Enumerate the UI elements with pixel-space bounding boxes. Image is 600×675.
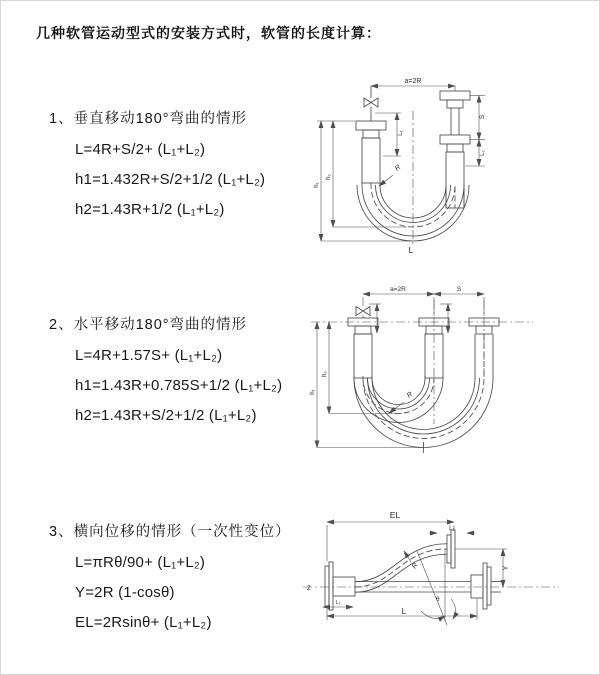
dim-label-s: S	[479, 114, 486, 120]
dim-label-a2r: a=2R	[404, 78, 422, 85]
dim-label-h2: h₂	[326, 174, 332, 180]
left-flange	[356, 121, 386, 138]
section-2-heading: 2、水平移动180°弯曲的情形	[49, 317, 248, 333]
formula-line: h2=1.43R+S/2+1/2 (L₁+L₂)	[75, 407, 257, 424]
formula-line: L=4R+1.57S+ (L₁+L₂)	[75, 347, 223, 364]
axis-label-z: Z	[307, 586, 311, 592]
radius-label: R	[405, 390, 415, 400]
formula-line: h2=1.43R+1/2 (L₁+L₂)	[75, 201, 225, 218]
diagram-lateral-displacement	[297, 503, 573, 655]
left-flange	[348, 318, 378, 334]
section-3-formulas	[75, 554, 319, 631]
valve-icon	[356, 307, 370, 319]
dim-label-h1: h₁	[310, 389, 316, 395]
dim-label-l1: L₁	[335, 600, 341, 606]
formula-line: h1=1.43R+0.785S+1/2 (L₁+L₂)	[75, 377, 283, 394]
dim-label-h1: h₁	[314, 182, 320, 188]
dim-label-el: EL	[389, 510, 401, 520]
angle-label-theta: θ	[436, 596, 440, 603]
section-1-heading: 1、垂直移动180°弯曲的情形	[49, 111, 248, 127]
dim-label-a2r: a=2R	[390, 286, 406, 293]
section-3-heading: 3、横向位移的情形（一次性变位）	[49, 524, 291, 540]
upper-right-flange	[447, 530, 455, 568]
braided-hose-left	[354, 334, 372, 378]
braided-hose-left	[362, 138, 380, 183]
dim-label-h2: h₂	[322, 371, 328, 377]
section-lateral-displacement	[49, 520, 319, 644]
radius-label: R	[393, 163, 403, 173]
dim-label-l2: L₂	[449, 526, 455, 532]
radius-label: R	[410, 561, 420, 571]
section-horizontal-180	[49, 313, 319, 437]
radius-construction-line	[417, 551, 447, 625]
dim-label-l: L	[401, 606, 407, 616]
valve-icon	[364, 86, 378, 121]
figure-lateral-displacement	[297, 503, 573, 655]
formula-line: L=4R+S/2+ (L₁+L₂)	[75, 141, 206, 158]
figure-horizontal-180	[307, 284, 545, 464]
s-curve-hose	[355, 544, 447, 593]
dim-label-l1: L₁	[398, 130, 404, 136]
right-flange-lower	[440, 135, 470, 152]
section-2-formulas	[75, 347, 319, 424]
formula-line: h1=1.432R+S/2+1/2 (L₁+L₂)	[75, 171, 266, 188]
formula-line: EL=2Rsinθ+ (L₁+L₂)	[75, 614, 212, 631]
dim-label-l2: L₂	[480, 150, 486, 156]
page-title: 几种软管运动型式的安装方式时，软管的长度计算：	[36, 25, 381, 41]
diagram-horizontal-180-bend	[307, 284, 545, 464]
diagram-vertical-180-bend	[309, 73, 527, 263]
length-label: L	[408, 245, 414, 255]
dim-label-s: S	[456, 286, 462, 293]
right-flange-upper	[440, 91, 470, 108]
right-lower-flange	[471, 563, 501, 609]
section-1-formulas	[75, 141, 319, 218]
section-vertical-180	[49, 107, 319, 231]
formula-line: Y=2R (1-cosθ)	[75, 584, 175, 601]
formula-line: L=πRθ/90+ (L₁+L₂)	[75, 554, 206, 571]
figure-vertical-180	[309, 73, 527, 263]
dim-label-y: Y	[503, 565, 510, 571]
